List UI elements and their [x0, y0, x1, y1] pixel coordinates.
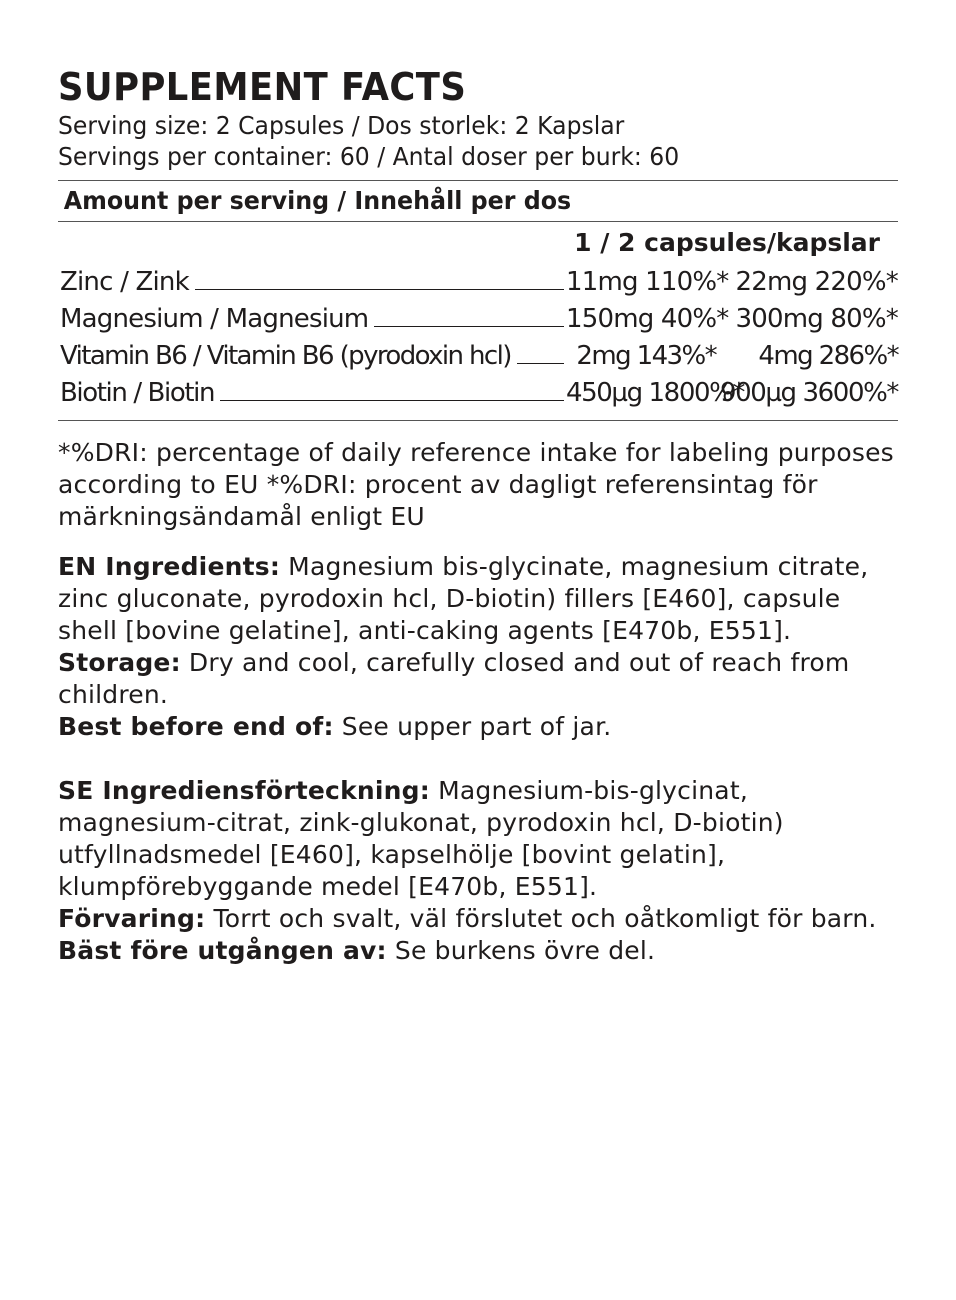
nutrient-name: Vitamin B6 / Vitamin B6 (pyrodoxin hcl): [60, 341, 511, 371]
nutrient-value-1-capsule: 150mg 40%*: [566, 304, 729, 334]
en-storage-label: Storage:: [58, 648, 181, 677]
leader-line: [517, 345, 564, 364]
leader-line: [195, 271, 564, 290]
nutrient-value-1-capsule: 2mg 143%*: [576, 341, 716, 371]
se-ingredients-text: Magnesium-bis-glycinat, magnesium-citrat, zink-glukonat, pyrodoxin hcl, D-biotin) utfyllnadsmedel [E460], kapselhölje [bovint gelatin], klumpförebyggande medel [E470b, E551].: [58, 776, 784, 901]
nutrient-value-2-capsules: 900µg 3600%*: [719, 378, 898, 408]
nutrient-value-2-capsules: 4mg 286%*: [758, 341, 898, 371]
english-section: [58, 551, 898, 743]
leader-line: [220, 382, 564, 401]
en-storage-text: Dry and cool, carefully closed and out of reach from children.: [58, 648, 850, 709]
se-ingredients: [58, 775, 898, 903]
nutrient-row-vitamin-b6: [58, 338, 898, 375]
en-ingredients-label: EN Ingredients:: [58, 552, 281, 581]
en-ingredients-text: Magnesium bis-glycinate, magnesium citrate, zinc gluconate, pyrodoxin hcl, D-biotin) fillers [E460], capsule shell [bovine gelatine], anti-caking agents [E470b, E551].: [58, 552, 869, 645]
en-best-before: [58, 711, 898, 743]
divider: [58, 420, 898, 421]
se-best-before-label: Bäst före utgången av:: [58, 936, 387, 965]
nutrient-name: Magnesium / Magnesium: [60, 304, 369, 334]
se-storage-label: Förvaring:: [58, 904, 206, 933]
nutrient-name: Biotin / Biotin: [60, 378, 215, 408]
se-best-before: [58, 935, 898, 967]
nutrient-value-1-capsule: 11mg 110%*: [566, 267, 729, 297]
se-storage: [58, 903, 898, 935]
nutrient-row-biotin: [58, 375, 898, 412]
supplement-facts-label: [58, 64, 898, 967]
leader-line: [374, 308, 564, 327]
nutrient-name: Zinc / Zink: [60, 267, 189, 297]
nutrient-value-2-capsules: 300mg 80%*: [735, 304, 898, 334]
se-ingredients-label: SE Ingrediensförteckning:: [58, 776, 430, 805]
en-ingredients: [58, 551, 898, 647]
nutrient-row-zinc: [58, 264, 898, 301]
nutrient-value-1-capsule: 450µg 1800%*: [566, 378, 745, 408]
capsules-heading: 1 / 2 capsules/kapslar: [574, 228, 880, 257]
dri-footnote: *%DRI: percentage of daily reference intake for labeling purposes according to EU *%DRI: procent av dagligt referensintag för märkningsändamål enligt EU: [58, 438, 894, 531]
nutrient-row-magnesium: [58, 301, 898, 338]
swedish-section: [58, 775, 898, 967]
servings-per-container: Servings per container: 60 / Antal doser per burk: 60: [58, 142, 680, 171]
nutrient-table: [58, 264, 898, 420]
nutrient-value-2-capsules: 22mg 220%*: [735, 267, 898, 297]
en-storage: [58, 647, 898, 711]
label-title: SUPPLEMENT FACTS: [58, 65, 467, 109]
en-best-before-text: See upper part of jar.: [333, 712, 612, 741]
amount-per-serving-heading: Amount per serving / Innehåll per dos: [63, 186, 572, 215]
serving-size: Serving size: 2 Capsules / Dos storlek: 2 Kapslar: [58, 111, 625, 140]
se-storage-text: Torrt och svalt, väl förslutet och oåtkomligt för barn.: [205, 904, 877, 933]
se-best-before-text: Se burkens övre del.: [386, 936, 656, 965]
en-best-before-label: Best before end of:: [58, 712, 334, 741]
